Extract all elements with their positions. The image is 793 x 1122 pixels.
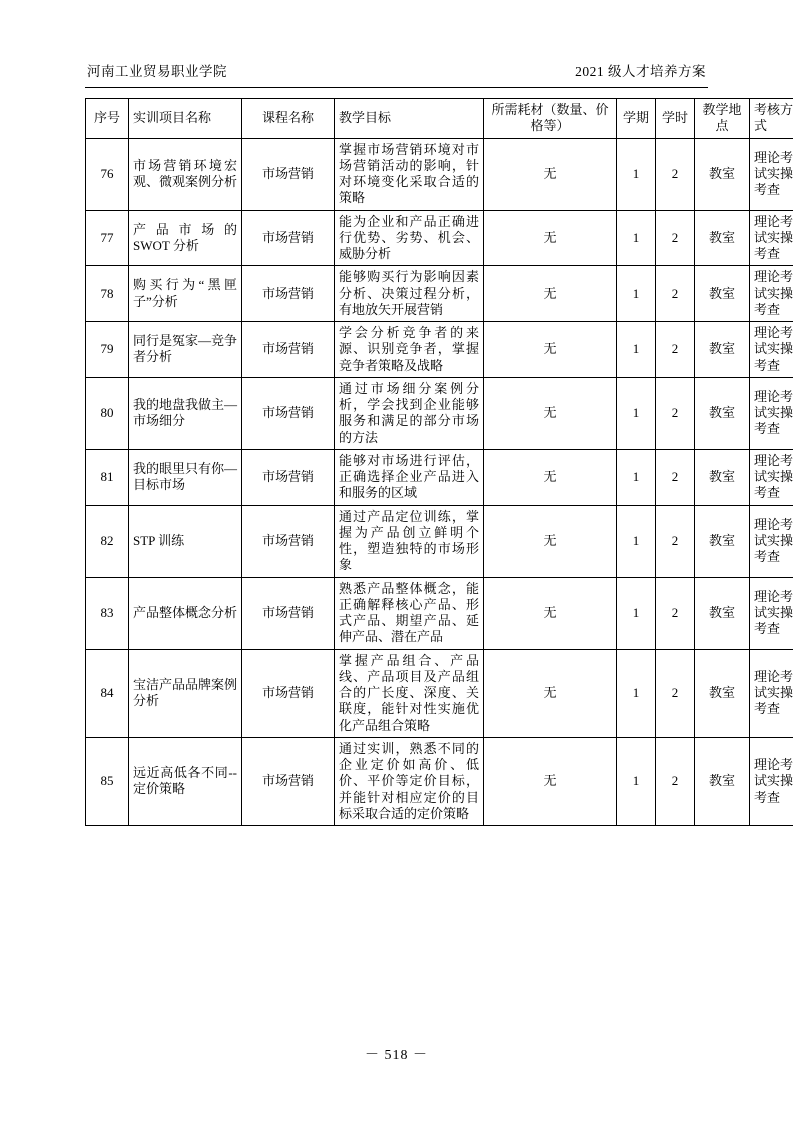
page-footer: － 518 －	[365, 1048, 428, 1063]
cell-no: 82	[86, 505, 129, 577]
cell-course-name: 市场营销	[242, 505, 335, 577]
column-header-course-name: 课程名称	[242, 99, 335, 139]
table-row	[86, 649, 793, 737]
header-document-title: 2021 级人才培养方案	[575, 64, 706, 79]
cell-project-name: 同行是冤家—竞争者分析	[129, 322, 242, 378]
column-header-project-name: 实训项目名称	[129, 99, 242, 139]
cell-hours: 2	[656, 377, 695, 449]
column-header-term: 学期	[617, 99, 656, 139]
table-row	[86, 266, 793, 322]
cell-term: 1	[617, 266, 656, 322]
cell-teaching-goal: 掌握产品组合、产品线、产品项目及产品组合的广长度、深度、关联度，能针对性实施优化产品组合策略	[335, 649, 484, 737]
cell-project-name: 宝洁产品品牌案例分析	[129, 649, 242, 737]
cell-no: 81	[86, 449, 129, 505]
cell-course-name: 市场营销	[242, 322, 335, 378]
cell-place: 教室	[695, 377, 750, 449]
cell-course-name: 市场营销	[242, 649, 335, 737]
cell-teaching-goal: 能够购买行为影响因素分析、决策过程分析，有地放矢开展营销	[335, 266, 484, 322]
cell-term: 1	[617, 649, 656, 737]
cell-materials: 无	[484, 266, 617, 322]
cell-term: 1	[617, 505, 656, 577]
cell-project-name: 我的地盘我做主—市场细分	[129, 377, 242, 449]
cell-place: 教室	[695, 266, 750, 322]
table-row	[86, 377, 793, 449]
cell-hours: 2	[656, 210, 695, 266]
column-header-assessment: 考核方式	[750, 99, 793, 139]
cell-no: 84	[86, 649, 129, 737]
cell-place: 教室	[695, 577, 750, 649]
cell-assessment: 理论考试实操考查	[750, 505, 793, 577]
cell-course-name: 市场营销	[242, 577, 335, 649]
header-institution: 河南工业贸易职业学院	[87, 64, 227, 79]
cell-hours: 2	[656, 322, 695, 378]
cell-teaching-goal: 熟悉产品整体概念，能正确解释核心产品、形式产品、期望产品、延伸产品、潜在产品	[335, 577, 484, 649]
cell-hours: 2	[656, 266, 695, 322]
table-row	[86, 138, 793, 210]
column-header-place: 教学地点	[695, 99, 750, 139]
cell-materials: 无	[484, 210, 617, 266]
column-header-hours: 学时	[656, 99, 695, 139]
cell-place: 教室	[695, 505, 750, 577]
cell-teaching-goal: 掌握市场营销环境对市场营销活动的影响，针对环境变化采取合适的策略	[335, 138, 484, 210]
cell-assessment: 理论考试实操考查	[750, 322, 793, 378]
cell-term: 1	[617, 377, 656, 449]
table-row	[86, 322, 793, 378]
cell-materials: 无	[484, 505, 617, 577]
cell-place: 教室	[695, 322, 750, 378]
cell-course-name: 市场营销	[242, 377, 335, 449]
cell-assessment: 理论考试实操考查	[750, 577, 793, 649]
cell-hours: 2	[656, 449, 695, 505]
cell-materials: 无	[484, 649, 617, 737]
header-rule	[85, 87, 708, 88]
column-header-no: 序号	[86, 99, 129, 139]
table-row	[86, 449, 793, 505]
cell-assessment: 理论考试实操考查	[750, 449, 793, 505]
cell-term: 1	[617, 210, 656, 266]
cell-no: 76	[86, 138, 129, 210]
cell-project-name: 市场营销环境宏观、微观案例分析	[129, 138, 242, 210]
training-projects-table	[85, 98, 793, 826]
cell-course-name: 市场营销	[242, 266, 335, 322]
cell-course-name: 市场营销	[242, 138, 335, 210]
cell-assessment: 理论考试实操考查	[750, 138, 793, 210]
cell-teaching-goal: 能为企业和产品正确进行优势、劣势、机会、威胁分析	[335, 210, 484, 266]
cell-assessment: 理论考试实操考查	[750, 266, 793, 322]
column-header-materials: 所需耗材（数量、价格等）	[484, 99, 617, 139]
cell-project-name: 产品市场的 SWOT 分析	[129, 210, 242, 266]
cell-course-name: 市场营销	[242, 737, 335, 825]
cell-no: 80	[86, 377, 129, 449]
cell-hours: 2	[656, 138, 695, 210]
cell-term: 1	[617, 737, 656, 825]
cell-project-name: STP 训练	[129, 505, 242, 577]
table-row	[86, 737, 793, 825]
cell-place: 教室	[695, 138, 750, 210]
cell-assessment: 理论考试实操考查	[750, 649, 793, 737]
cell-project-name: 产品整体概念分析	[129, 577, 242, 649]
cell-place: 教室	[695, 210, 750, 266]
cell-no: 79	[86, 322, 129, 378]
table-row	[86, 210, 793, 266]
column-header-teaching-goal: 教学目标	[335, 99, 484, 139]
table-row	[86, 577, 793, 649]
cell-assessment: 理论考试实操考查	[750, 210, 793, 266]
cell-place: 教室	[695, 449, 750, 505]
cell-no: 83	[86, 577, 129, 649]
cell-assessment: 理论考试实操考查	[750, 737, 793, 825]
cell-no: 77	[86, 210, 129, 266]
cell-term: 1	[617, 322, 656, 378]
cell-materials: 无	[484, 322, 617, 378]
cell-place: 教室	[695, 649, 750, 737]
cell-place: 教室	[695, 737, 750, 825]
cell-hours: 2	[656, 737, 695, 825]
cell-materials: 无	[484, 138, 617, 210]
cell-course-name: 市场营销	[242, 449, 335, 505]
cell-teaching-goal: 通过实训，熟悉不同的企业定价如高价、低价、平价等定价目标，并能针对相应定价的目标采取合适的定价策略	[335, 737, 484, 825]
table-header	[86, 99, 793, 139]
cell-term: 1	[617, 138, 656, 210]
table-header-row	[86, 99, 793, 139]
cell-project-name: 远近高低各不同--定价策略	[129, 737, 242, 825]
cell-no: 85	[86, 737, 129, 825]
cell-hours: 2	[656, 577, 695, 649]
cell-course-name: 市场营销	[242, 210, 335, 266]
cell-teaching-goal: 通过市场细分案例分析，学会找到企业能够服务和满足的部分市场的方法	[335, 377, 484, 449]
cell-teaching-goal: 能够对市场进行评估，正确选择企业产品进入和服务的区域	[335, 449, 484, 505]
cell-materials: 无	[484, 577, 617, 649]
cell-hours: 2	[656, 649, 695, 737]
cell-hours: 2	[656, 505, 695, 577]
cell-project-name: 购买行为“黑匣子”分析	[129, 266, 242, 322]
cell-term: 1	[617, 449, 656, 505]
cell-no: 78	[86, 266, 129, 322]
cell-assessment: 理论考试实操考查	[750, 377, 793, 449]
page-header	[85, 60, 708, 80]
table-body	[86, 138, 793, 826]
cell-term: 1	[617, 577, 656, 649]
cell-teaching-goal: 学会分析竞争者的来源、识别竞争者，掌握竞争者策略及战略	[335, 322, 484, 378]
cell-materials: 无	[484, 377, 617, 449]
cell-materials: 无	[484, 737, 617, 825]
cell-teaching-goal: 通过产品定位训练，掌握为产品创立鲜明个性，塑造独特的市场形象	[335, 505, 484, 577]
table-row	[86, 505, 793, 577]
cell-materials: 无	[484, 449, 617, 505]
cell-project-name: 我的眼里只有你—目标市场	[129, 449, 242, 505]
